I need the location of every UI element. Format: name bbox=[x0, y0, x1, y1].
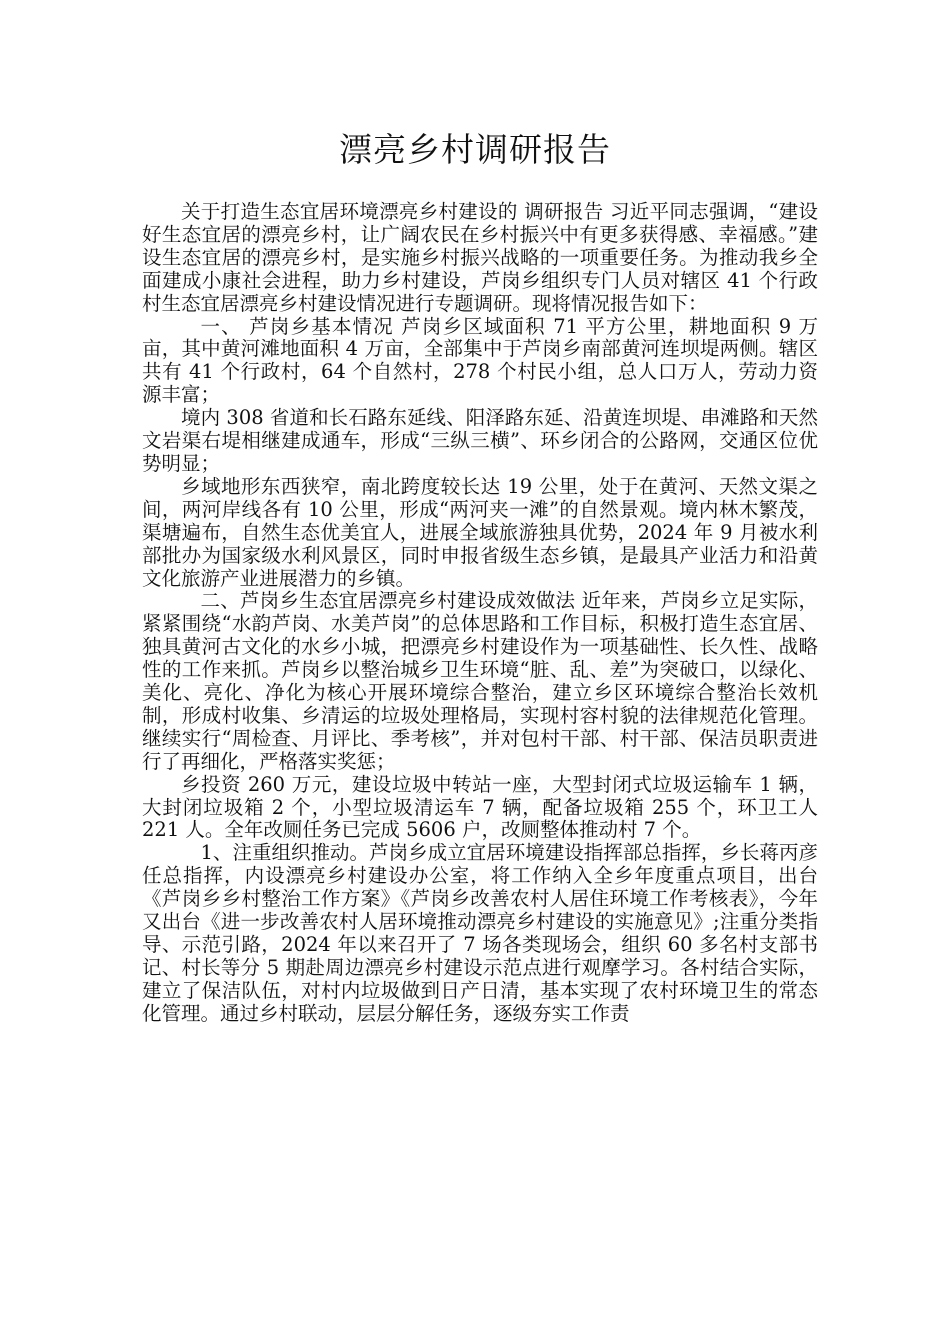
paragraph-organization: 1、注重组织推动。芦岗乡成立宜居环境建设指挥部总指挥，乡长蒋丙彦任总指挥，内设漂亮乡村建设办公室，将工作纳入全乡年度重点项目，出台《芦岗乡乡村整治工作方案》《芦岗乡改善农村人居住环境工作考核表》，今年又出台《进一步改善农村人居环境推动漂亮乡村建设的实施意见》;注重分类指导、示范引路，2024 年以来召开了 7 场各类现场会，组织 60 多名村支部书记、村长等分 5 期赴周边漂亮乡村建设示范点进行观摩学习。各村结合实际，建立了保洁队伍，对村内垃圾做到日产日清，基本实现了农村环境卫生的常态化管理。通过乡村联动，层层分解任务，逐级夯实工作责 bbox=[142, 841, 818, 1025]
paragraph-transport: 境内 308 省道和长石路东延线、阳泽路东延、沿黄连坝堤、串滩路和天然文岩渠右堤相继建成通车，形成“三纵三横”、环乡闭合的公路网，交通区位优势明显； bbox=[142, 406, 818, 475]
paragraph-investment: 乡投资 260 万元，建设垃圾中转站一座，大型封闭式垃圾运输车 1 辆，大封闭垃圾箱 2 个，小型垃圾清运车 7 辆，配备垃圾箱 255 个，环卫工人 221 人。全年改厕任务已完成 5606 户，改厕整体推动村 7 个。 bbox=[142, 772, 818, 842]
paragraph-terrain: 乡域地形东西狭窄，南北跨度较长达 19 公里，处于在黄河、天然文渠之间，两河岸线各有 10 公里，形成“两河夹一滩”的自然景观。境内林木繁茂，渠塘遍布，自然生态优美宜人，进展全域旅游独具优势，2024 年 9 月被水利部批办为国家级水利风景区，同时申报省级生态乡镇，是最具产业活力和沿黄文化旅游产业进展潜力的乡镇。 bbox=[142, 474, 818, 590]
paragraph-section-1: 一、 芦岗乡基本情况 芦岗乡区域面积 71 平方公里，耕地面积 9 万亩，其中黄河滩地面积 4 万亩，全部集中于芦岗乡南部黄河连坝堤两侧。辖区共有 41 个行政村，64 个自然村，278 个村民小组，总人口万人，劳动力资源丰富； bbox=[142, 314, 818, 407]
page-title: 漂亮乡村调研报告 bbox=[339, 130, 611, 169]
paragraph-section-2: 二、芦岗乡生态宜居漂亮乡村建设成效做法 近年来，芦岗乡立足实际，紧紧围绕“水韵芦岗、水美芦岗”的总体思路和工作目标，积极打造生态宜居、独具黄河古文化的水乡小城，把漂亮乡村建设作为一项基础性、长久性、战略性的工作来抓。芦岗乡以整治城乡卫生环境“脏、乱、差”为突破口，以绿化、美化、亮化、净化为核心开展环境综合整治，建立乡区环境综合整治长效机制，形成村收集、乡清运的垃圾处理格局，实现村容村貌的法律规范化管理。继续实行“周检查、月评比、季考核”，并对包村干部、村干部、保洁员职责进行了再细化，严格落实奖惩； bbox=[142, 589, 818, 773]
paragraph-intro: 关于打造生态宜居环境漂亮乡村建设的 调研报告 习近平同志强调，“建设好生态宜居的漂亮乡村，让广阔农民在乡村振兴中有更多获得感、幸福感。”建设生态宜居的漂亮乡村，是实施乡村振兴战略的一项重要任务。为推动我乡全面建成小康社会进程，助力乡村建设，芦岗乡组织专门人员对辖区 41 个行政村生态宜居漂亮乡村建设情况进行专题调研。现将情况报告如下： bbox=[142, 200, 818, 315]
document-body bbox=[142, 201, 818, 1026]
